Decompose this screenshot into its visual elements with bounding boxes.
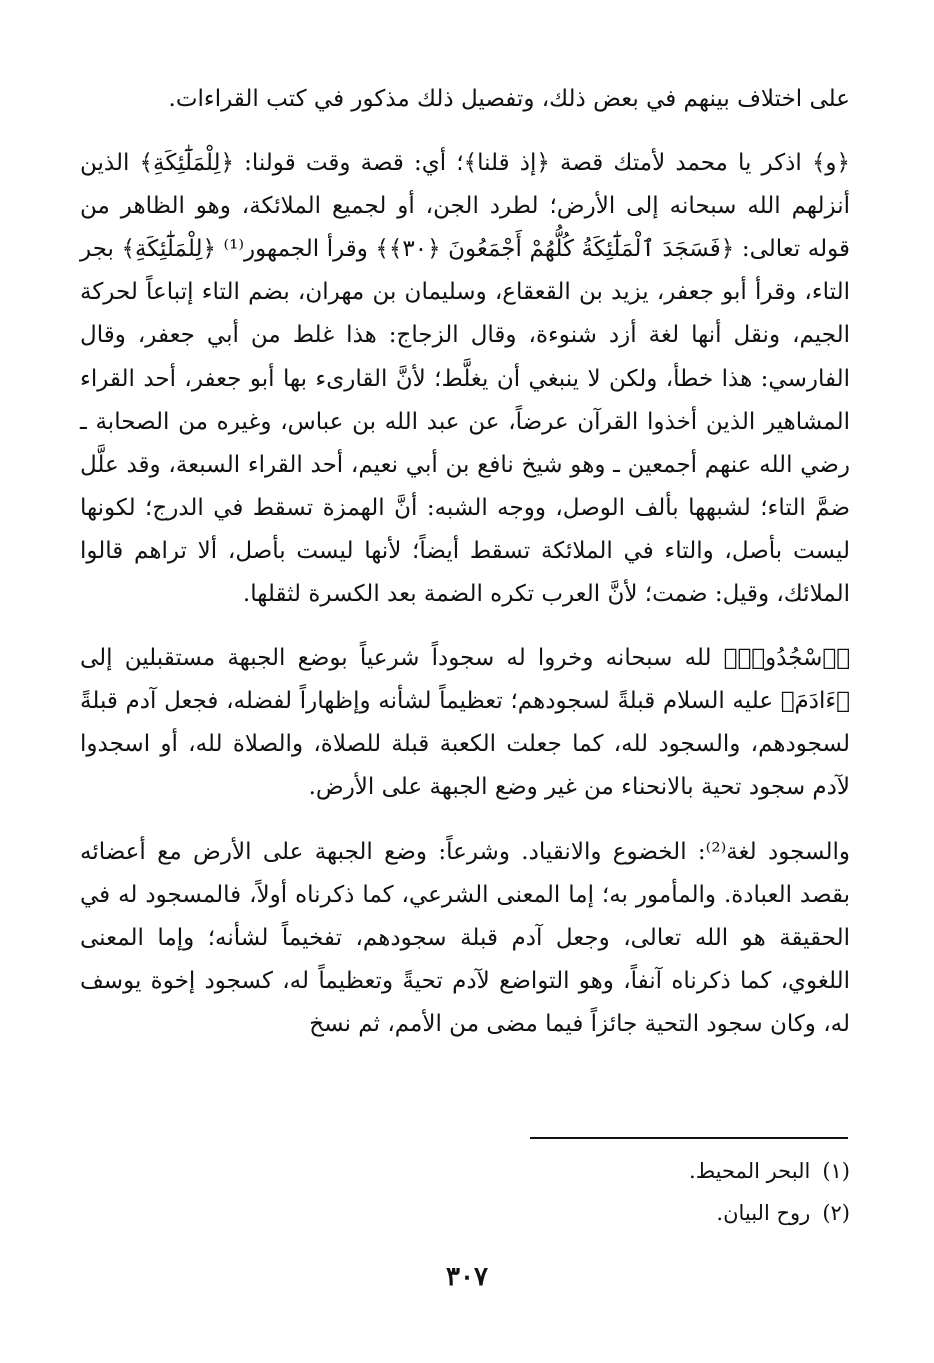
footnote-text: روح البيان. [716, 1201, 811, 1225]
footnote-divider [530, 1137, 848, 1139]
footnote-text: البحر المحيط. [689, 1159, 811, 1183]
paragraph-3: ﴿ٱسْجُدُوا۟﴾ لله سبحانه وخروا له سجوداً شرعياً بوضع الجبهة مستقبلين إلى ﴿ءَادَمَ﴾ عليه السلام قبلةً لسجودهم؛ تعظيماً لشأنه وإظهاراً لفضله، فجعل آدم قبلةً لسجودهم، والسجود لله، كما جعلت الكعبة قبلة للصلاة، والصلاة لله، أو اسجدوا لآدم سجود تحية بالانحناء من غير وضع الجبهة على الأرض. [80, 645, 850, 801]
paragraph-1: على اختلاف بينهم في بعض ذلك، وتفصيل ذلك مذكور في كتب القراءات. [168, 86, 850, 112]
footnote-number: (١) [822, 1159, 850, 1183]
page-number: ٣٠٧ [446, 1262, 488, 1292]
footnote-number: (٢) [822, 1201, 850, 1225]
footnote-1 [80, 1150, 850, 1192]
main-text [80, 78, 850, 1067]
paragraph-2: ﴿و﴾ اذكر يا محمد لأمتك قصة ﴿إذ قلنا﴾؛ أي: قصة وقت قولنا: ﴿لِلْمَلَٰٓئِكَةِ﴾ الذين أنزلهم الله سبحانه إلى الأرض؛ لطرد الجن، أو لجميع الملائكة، وهو الظاهر من قوله تعالى: ﴿فَسَجَدَ ٱلْمَلَٰٓئِكَةُ كُلُّهُمْ أَجْمَعُونَ ﴿٣٠﴾﴾ وقرأ الجمهور⁽¹⁾ ﴿لِلْمَلَٰٓئِكَةِ﴾ بجر التاء، وقرأ أبو جعفر، يزيد بن القعقاع، وسليمان بن مهران، بضم التاء إتباعاً لحركة الجيم، ونقل أنها لغة أزد شنوءة، وقال الزجاج: هذا غلط من أبي جعفر، وقال الفارسي: هذا خطأ، ولكن لا ينبغي أن يغلَّط؛ لأنَّ القارىء بها أبو جعفر، أحد القراء المشاهير الذين أخذوا القرآن عرضاً، عن عبد الله بن عباس، وغيره من الصحابة ـ رضي الله عنهم أجمعين ـ وهو شيخ نافع بن أبي نعيم، أحد القراء السبعة، وقد علَّل ضمَّ التاء؛ لشبهها بألف الوصل، ووجه الشبه: أنَّ الهمزة تسقط في الدرج؛ لكونها ليست بأصل، والتاء في الملائكة تسقط أيضاً؛ لأنها ليست بأصل، ألا تراهم قالوا الملائك، وقيل: ضمت؛ لأنَّ العرب تكره الضمة بعد الكسرة لثقلها. [80, 150, 851, 608]
paragraph-4: والسجود لغة⁽²⁾: الخضوع والانقياد. وشرعاً: وضع الجبهة على الأرض مع أعضائه بقصد العبادة. والمأمور به؛ إما المعنى الشرعي، كما ذكرناه أولاً، فالمسجود له في الحقيقة هو الله تعالى، وجعل آدم قبلة سجودهم، تفخيماً لشأنه؛ وإما المعنى اللغوي، كما ذكرناه آنفاً، وهو التواضع لآدم تحيةً وتعظيماً له، كسجود إخوة يوسف له، وكان سجود التحية جائزاً فيما مضى من الأمم، ثم نسخ [80, 838, 851, 1037]
footnote-2 [80, 1192, 850, 1234]
footnotes [80, 1150, 850, 1234]
